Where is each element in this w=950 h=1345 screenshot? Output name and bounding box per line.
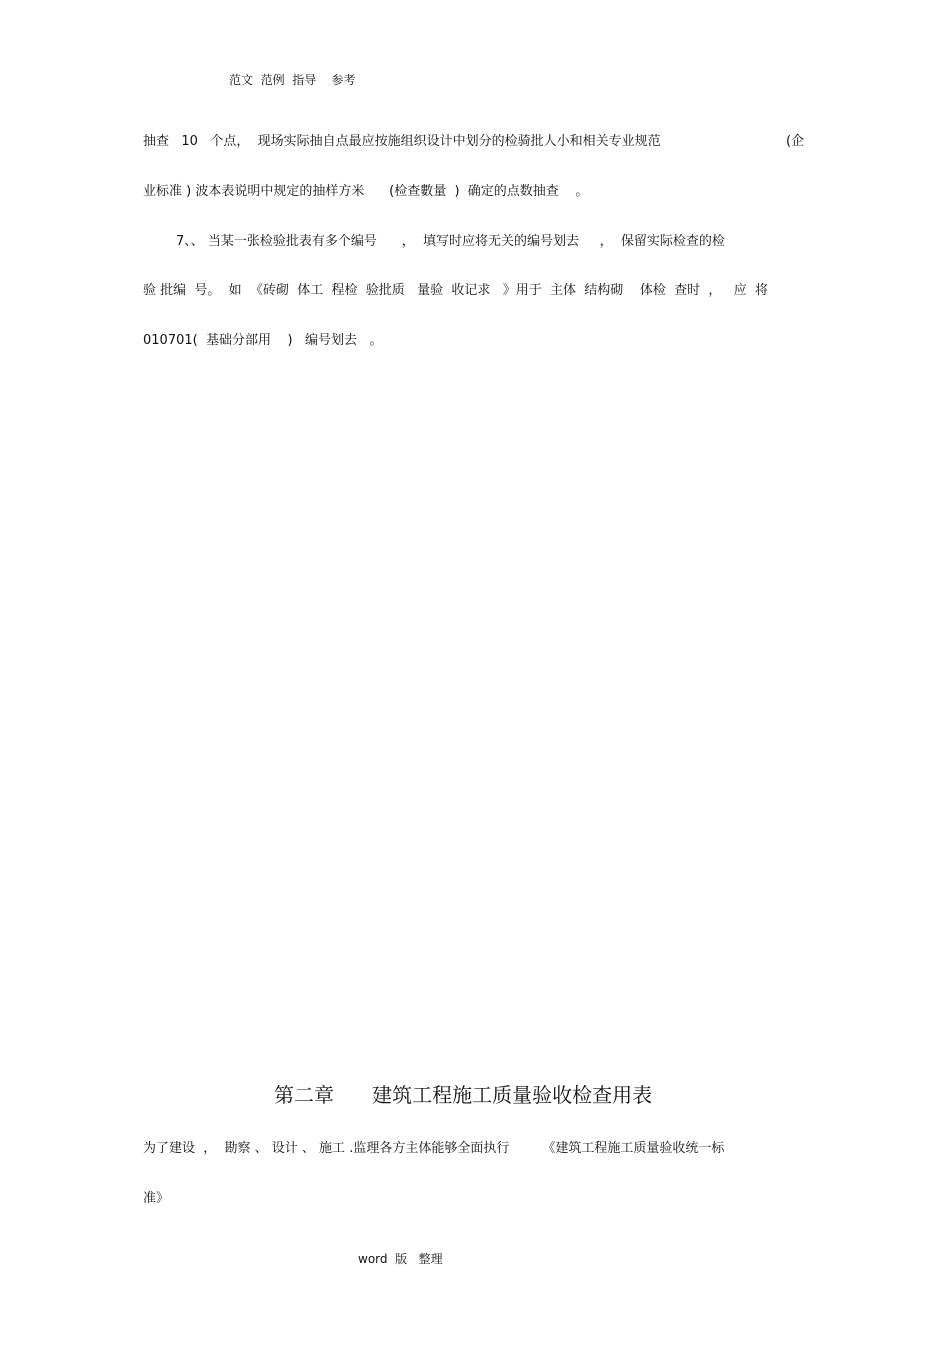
paragraph-line-1: 抽查 10 个点， 现场实际抽自点最应按施组织设计中划分的检骑批人小和相关专业规范	[143, 134, 661, 149]
page-footer: word 版 整理	[358, 1252, 443, 1266]
chapter-title: 第二章 建筑工程施工质量验收检查用表	[274, 1083, 653, 1107]
paragraph-line-1-end: (企	[786, 134, 805, 149]
paragraph-line-3: 7、、 当某一张检验批表有多个编号 ， 填写时应将无关的编号划去 ， 保留实际检查的检	[176, 234, 725, 249]
intro-line-1: 为了建设 ， 勘察 、 设计 、 施工 .监理各方主体能够全面执行 《建筑工程施工质量验收统一标	[143, 1141, 725, 1156]
intro-line-2: 准》	[143, 1191, 170, 1206]
paragraph-line-2: 业标准 ) 波本表说明中规定的抽样方米 (检查數量 ) 确定的点数抽查 。	[143, 184, 589, 199]
paragraph-line-4: 验 批编 号。 如 《砖砌 体工 程检 验批质 量验 收记求 》用于 主体 结构砌 体检 查时 ， 应 将	[143, 283, 769, 298]
page-header: 范文 范例 指导 参考	[229, 73, 356, 87]
paragraph-line-5: 010701( 基础分部用 ) 编号划去 。	[143, 333, 383, 348]
